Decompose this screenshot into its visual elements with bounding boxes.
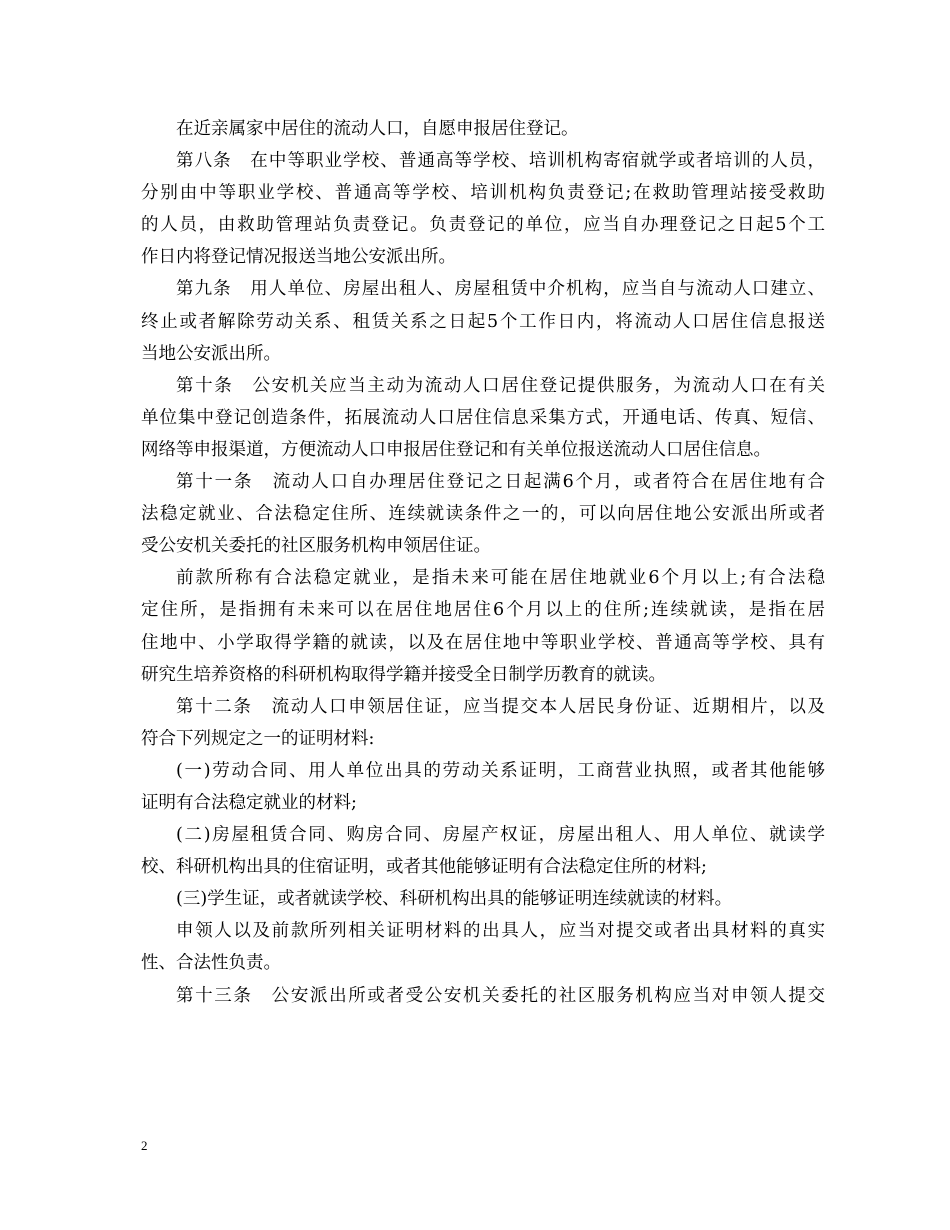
- text-line: 性、合法性负责。: [141, 953, 281, 974]
- text-line: 前款所称有合法稳定就业，是指未来可能在居住地就业6个月以上;有合法稳: [176, 568, 825, 589]
- text-line: 终止或者解除劳动关系、租赁关系之日起5个工作日内，将流动人口居住信息报送: [141, 311, 825, 332]
- text-line: 第九条 用人单位、房屋出租人、房屋租赁中介机构，应当自与流动人口建立、: [176, 279, 825, 300]
- text-line: 当地公安派出所。: [141, 343, 281, 364]
- text-line: (一)劳动合同、用人单位出具的劳动关系证明，工商营业执照，或者其他能够: [176, 760, 825, 781]
- text-line: 第八条 在中等职业学校、普通高等学校、培训机构寄宿就学或者培训的人员，: [176, 151, 825, 172]
- text-line: 第十二条 流动人口申领居住证，应当提交本人居民身份证、近期相片，以及: [176, 696, 825, 717]
- text-line: 校、科研机构出具的住宿证明，或者其他能够证明有合法稳定住所的材料;: [141, 857, 707, 878]
- text-line: 第十条 公安机关应当主动为流动人口居住登记提供服务，为流动人口在有关: [176, 375, 825, 396]
- text-line: 法稳定就业、合法稳定住所、连续就读条件之一的，可以向居住地公安派出所或者: [141, 504, 825, 525]
- text-line: (二)房屋租赁合同、购房合同、房屋产权证，房屋出租人、用人单位、就读学: [176, 825, 825, 846]
- text-line: 单位集中登记创造条件，拓展流动人口居住信息采集方式，开通电话、传真、短信、: [141, 407, 825, 428]
- text-line: 定住所，是指拥有未来可以在居住地居住6个月以上的住所;连续就读，是指在居: [141, 600, 825, 621]
- page-number: 2: [141, 1138, 148, 1153]
- text-line: 第十一条 流动人口自办理居住登记之日起满6个月，或者符合在居住地有合: [176, 472, 825, 493]
- document-body: [141, 113, 825, 1012]
- text-line: 符合下列规定之一的证明材料:: [141, 728, 375, 749]
- text-line: 分别由中等职业学校、普通高等学校、培训机构负责登记;在救助管理站接受救助: [141, 183, 825, 204]
- text-line: 第十三条 公安派出所或者受公安机关委托的社区服务机构应当对申领人提交: [176, 985, 825, 1006]
- text-line: 受公安机关委托的社区服务机构申领居住证。: [141, 536, 491, 557]
- text-line: (三)学生证，或者就读学校、科研机构出具的能够证明连续就读的材料。: [176, 889, 733, 910]
- text-line: 研究生培养资格的科研机构取得学籍并接受全日制学历教育的就读。: [141, 664, 666, 685]
- text-line: 作日内将登记情况报送当地公安派出所。: [141, 247, 456, 268]
- text-line: 网络等申报渠道，方便流动人口申报居住登记和有关单位报送流动人口居住信息。: [141, 439, 771, 460]
- text-line: 在近亲属家中居住的流动人口，自愿申报居住登记。: [176, 119, 579, 139]
- text-line: 证明有合法稳定就业的材料;: [141, 792, 357, 813]
- text-line: 住地中、小学取得学籍的就读，以及在居住地中等职业学校、普通高等学校、具有: [141, 632, 825, 653]
- text-line: 的人员，由救助管理站负责登记。负责登记的单位，应当自办理登记之日起5个工: [141, 215, 825, 236]
- text-line: 申领人以及前款所列相关证明材料的出具人，应当对提交或者出具材料的真实: [176, 921, 825, 942]
